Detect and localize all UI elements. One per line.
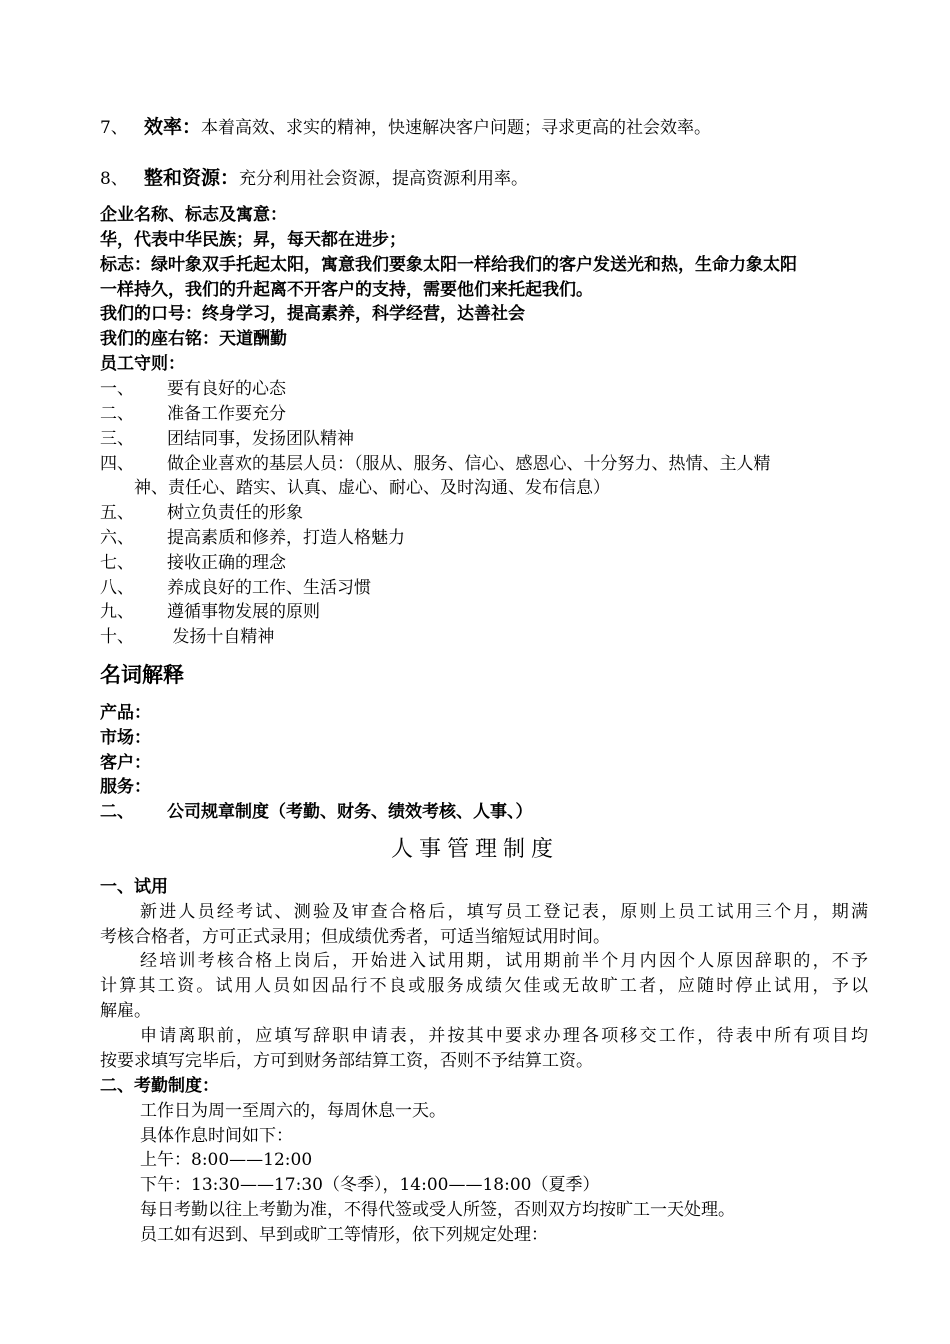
paragraph-line: 上午：8:00——12:00 — [140, 1150, 313, 1170]
value-number: 7、 — [100, 118, 128, 138]
rule-text: 遵循事物发展的原则 — [167, 602, 320, 622]
corp-name-meaning: 华，代表中华民族；昇，每天都在进步； — [100, 230, 406, 250]
rules-heading: 员工守则： — [100, 354, 185, 374]
rule-item — [100, 501, 303, 525]
value-text: 本着高效、求实的精神，快速解决客户问题；寻求更高的社会效率。 — [201, 118, 712, 138]
corp-heading: 企业名称、标志及寓意： — [100, 205, 287, 225]
paragraph-line: 下午：13:30——17:30（冬季），14:00——18:00（夏季） — [140, 1175, 600, 1195]
value-item-8 — [100, 166, 528, 191]
rule-text: 要有良好的心态 — [167, 379, 286, 399]
rule-text: 团结同事，发扬团队精神 — [167, 429, 354, 449]
value-term: 整和资源： — [144, 167, 240, 189]
value-item-7 — [100, 115, 711, 140]
corp-logo-line-1: 标志：绿叶象双手托起太阳，寓意我们要象太阳一样给我们的客户发送光和热，生命力象太阳 — [100, 255, 797, 275]
rule-item — [100, 452, 771, 476]
corp-logo-line-2: 一样持久，我们的升起离不开客户的支持，需要他们来托起我们。 — [100, 280, 593, 300]
corp-motto: 我们的座右铭：天道酬勤 — [100, 329, 287, 349]
section-number: 二、 — [100, 802, 134, 822]
paragraph-line: 新进人员经考试、测验及审查合格后，填写员工登记表，原则上员工试用三个月，期满 — [140, 902, 868, 922]
rule-text: 提高素质和修养，打造人格魅力 — [167, 528, 405, 548]
rule-text: 接收正确的理念 — [167, 553, 286, 573]
paragraph-line: 员工如有迟到、早到或旷工等情形，依下列规定处理： — [140, 1225, 548, 1245]
trial-heading: 一、试用 — [100, 877, 168, 897]
rule-number: 七、 — [100, 553, 134, 573]
rule-text: 做企业喜欢的基层人员：（服从、服务、信心、感恩心、十分努力、热情、主人精 — [167, 454, 771, 474]
glossary-heading: 名词解释 — [100, 663, 184, 687]
glossary-item: 服务： — [100, 777, 151, 797]
rule-item — [100, 427, 354, 451]
glossary-item: 市场： — [100, 728, 151, 748]
rule-number: 三、 — [100, 429, 134, 449]
section-heading — [100, 800, 533, 824]
rule-text: 发扬十自精神 — [167, 627, 275, 647]
rule-item — [100, 402, 286, 426]
rule-item — [100, 576, 371, 600]
value-term: 效率： — [144, 116, 202, 138]
paragraph-line: 申请离职前，应填写辞职申请表，并按其中要求办理各项移交工作，待表中所有项目均 — [140, 1026, 868, 1046]
paragraph-line: 每日考勤以往上考勤为准，不得代签或受人所签，否则双方均按旷工一天处理。 — [140, 1200, 735, 1220]
paragraph-line: 计算其工资。试用人员如因品行不良或服务成绩欠佳或无故旷工者，应随时停止试用，予以 — [100, 976, 868, 996]
paragraph-line: 按要求填写完毕后，方可到财务部结算工资，否则不予结算工资。 — [100, 1051, 593, 1071]
rule-text-continued: 神、责任心、踏实、认真、虚心、耐心、及时沟通、发布信息） — [134, 478, 610, 498]
glossary-item: 产品： — [100, 703, 151, 723]
rule-text: 准备工作要充分 — [167, 404, 286, 424]
rule-item — [100, 600, 320, 624]
attendance-heading: 二、考勤制度： — [100, 1076, 219, 1096]
paragraph-line: 解雇。 — [100, 1001, 151, 1021]
page-title: 人事管理制度 — [390, 837, 559, 862]
rule-item — [100, 377, 286, 401]
rule-number: 十、 — [100, 627, 134, 647]
paragraph-line: 考核合格者，方可正式录用；但成绩优秀者，可适当缩短试用时间。 — [100, 927, 610, 947]
section-text: 公司规章制度（考勤、财务、绩效考核、人事、） — [167, 802, 533, 822]
corp-slogan: 我们的口号：终身学习，提高素养，科学经营，达善社会 — [100, 304, 525, 324]
glossary-item: 客户： — [100, 753, 151, 773]
paragraph-line: 工作日为周一至周六的，每周休息一天。 — [140, 1101, 446, 1121]
rule-number: 五、 — [100, 503, 134, 523]
rule-item — [100, 526, 405, 550]
rule-number: 六、 — [100, 528, 134, 548]
paragraph-line: 经培训考核合格上岗后，开始进入试用期，试用期前半个月内因个人原因辞职的，不予 — [140, 951, 868, 971]
rule-item — [100, 625, 274, 649]
rule-text: 树立负责任的形象 — [167, 503, 303, 523]
rule-text: 养成良好的工作、生活习惯 — [167, 578, 371, 598]
rule-number: 九、 — [100, 602, 134, 622]
rule-item — [100, 551, 286, 575]
value-number: 8、 — [100, 169, 128, 189]
paragraph-line: 具体作息时间如下： — [140, 1126, 293, 1146]
rule-number: 二、 — [100, 404, 134, 424]
rule-number: 一、 — [100, 379, 134, 399]
rule-number: 四、 — [100, 454, 134, 474]
value-text: 充分利用社会资源，提高资源利用率。 — [239, 169, 529, 189]
rule-number: 八、 — [100, 578, 134, 598]
